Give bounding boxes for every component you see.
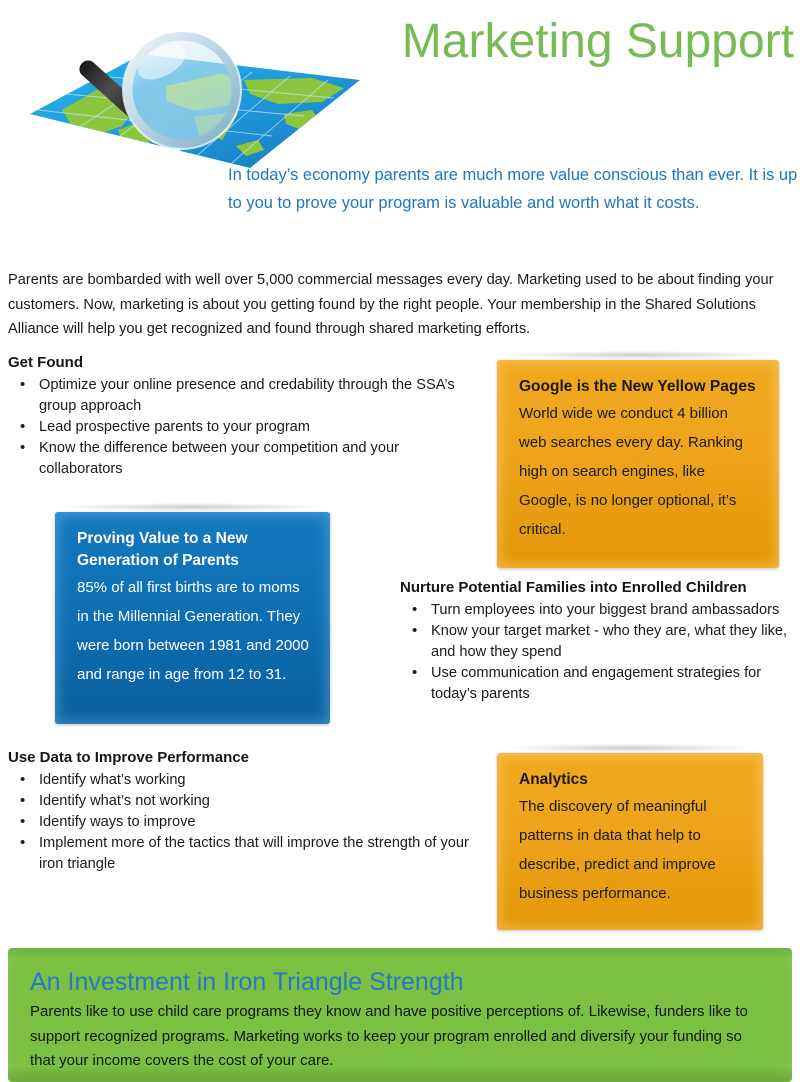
section-nurture-potential-families — [400, 578, 800, 705]
callout-body: 85% of all first births are to moms in the Millennial Generation. They were born between 1981 and 2000 and range in age from 12 to 31. — [77, 579, 309, 683]
section-use-data-to-improve-performance — [8, 748, 478, 875]
list-item: • Know your target market - who they are, what they like, and how they spend — [400, 621, 800, 663]
callout-google-new-yellow-pages — [497, 360, 779, 568]
section-heading: Nurture Potential Families into Enrolled Children — [400, 579, 747, 596]
bullet-list — [8, 375, 478, 480]
callout-title: Analytics — [519, 771, 588, 788]
banner-iron-triangle-investment — [8, 948, 792, 1082]
bullet-list — [400, 600, 800, 705]
list-item: • Know the difference between your competition and your collaborators — [8, 438, 478, 480]
list-item: • Turn employees into your biggest brand ambassadors — [400, 600, 800, 621]
callout-title: Proving Value to a New Generation of Parents — [77, 530, 248, 569]
callout-proving-value-new-generation — [55, 512, 330, 724]
section-heading: Use Data to Improve Performance — [8, 749, 249, 766]
list-item: • Use communication and engagement strategies for today’s parents — [400, 663, 800, 705]
lead-paragraph: Parents are bombarded with well over 5,000 commercial messages every day. Marketing used to be about finding your customers. Now, marketing is about you getting found by the right people. Your membership in the Shared Solutions Alliance will help you get recognized and found through shared marketing efforts. — [8, 272, 774, 337]
list-item: • Identify what’s not working — [8, 791, 478, 812]
section-heading: Get Found — [8, 354, 83, 371]
banner-heading: An Investment in Iron Triangle Strength — [30, 968, 464, 996]
list-item: • Optimize your online presence and credability through the SSA’s group approach — [8, 375, 478, 417]
list-item: • Identify ways to improve — [8, 812, 478, 833]
callout-title: Google is the New Yellow Pages — [519, 378, 756, 395]
list-item: • Lead prospective parents to your program — [8, 417, 478, 438]
callout-analytics — [497, 753, 763, 930]
page-title: Marketing Support — [401, 15, 794, 68]
bullet-list — [8, 770, 478, 875]
intro-statement: In today’s economy parents are much more value conscious than ever. It is up to you to prove your program is valuable and worth what it costs. — [228, 166, 798, 212]
callout-body: The discovery of meaningful patterns in data that help to describe, predict and improve business performance. — [519, 798, 716, 902]
page-header — [0, 0, 800, 245]
list-item: • Identify what’s working — [8, 770, 478, 791]
banner-body: Parents like to use child care programs they know and have positive perceptions of. Likewise, funders like to support recognized programs. Marketing works to keep your program enrolled and diversify your funding so that your income covers the cost of your care. — [30, 1003, 748, 1069]
callout-body: World wide we conduct 4 billion web searches every day. Ranking high on search engines, like Google, is no longer optional, it’s critical. — [519, 405, 744, 538]
list-item: • Implement more of the tactics that will improve the strength of your iron triangle — [8, 833, 478, 875]
section-get-found — [8, 353, 478, 480]
